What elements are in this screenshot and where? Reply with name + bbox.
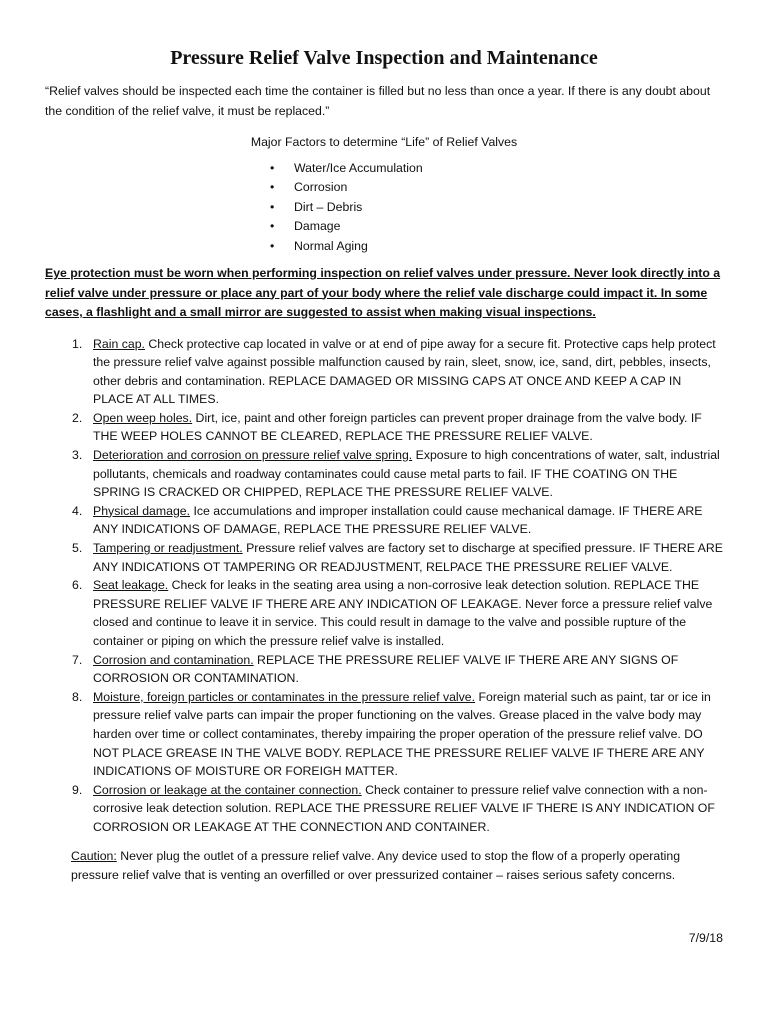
inspection-items-list: [45, 335, 723, 837]
inspection-item: [45, 409, 723, 446]
item-text: Ice accumulations and improper installation could cause mechanical damage. IF THERE ARE ANY INDICATIONS OF DAMAGE, REPLACE THE PRESSURE RELIEF VALVE.: [93, 503, 703, 537]
bullet-icon: •: [270, 219, 275, 233]
bullet-icon: •: [270, 238, 275, 253]
item-number: 7.: [72, 652, 83, 667]
document-date: 7/9/18: [688, 931, 723, 945]
inspection-item: [45, 539, 723, 576]
inspection-item: [45, 781, 723, 837]
item-number: 1.: [72, 336, 83, 351]
item-term: Rain cap.: [93, 336, 145, 351]
bullet-icon: •: [270, 160, 275, 175]
factor-item: [270, 178, 723, 198]
item-number: 5.: [72, 541, 83, 556]
factor-item: [270, 159, 723, 179]
eye-protection-warning: Eye protection must be worn when performing inspection on relief valves under pressure. Never look directly into a relief valve under pressure or place any part of your body where the relief vale discharge could impact it. In some cases, a flashlight and a small mirror are suggested to assist when making visual inspections.: [45, 266, 721, 319]
item-term: Corrosion and contamination.: [93, 652, 254, 667]
item-number: 8.: [72, 689, 83, 704]
factor-label: Normal Aging: [294, 238, 368, 253]
item-term: Tampering or readjustment.: [93, 541, 243, 556]
caution-note: [45, 847, 723, 886]
inspection-item: [45, 446, 723, 502]
bullet-icon: •: [270, 180, 275, 194]
item-text: Foreign material such as paint, tar or ice in pressure relief valve parts can impair the proper functioning on the valves. Grease placed in the valve body may harden over time or collect contaminates, thereby impairing the proper operation of the pressure relief valve. DO NOT PLACE GREASE IN THE VALVE BODY. REPLACE THE PRESSURE RELIEF VALVE IF THERE ARE ANY INDICATIONS OF MOISTURE OR FOREIGH MATTER.: [93, 689, 711, 779]
item-number: 4.: [72, 503, 83, 518]
item-text: Check for leaks in the seating area using a non-corrosive leak detection solution. REPLACE THE PRESSURE RELIEF VALVE IF THERE ARE ANY INDICATION OF LEAKAGE. Never force a pressure relief valve closed and continue to leave it in service. This could result in damage to the valve and possible rupture of the container or piping on which the pressure relief valve is installed.: [93, 578, 713, 648]
factor-item: [270, 237, 723, 257]
inspection-item: [45, 502, 723, 539]
factor-label: Damage: [294, 219, 341, 233]
page-title: Pressure Relief Valve Inspection and Maintenance: [170, 47, 598, 69]
item-term: Open weep holes.: [93, 410, 193, 425]
caution-text: Never plug the outlet of a pressure relief valve. Any device used to stop the flow of a properly operating pressure relief valve that is venting an overfilled or over pressurized container – raises serious safety concerns.: [71, 848, 681, 883]
item-text: Pressure relief valves are factory set to discharge at specified pressure. IF THERE ARE ANY INDICATIONS OT TAMPERING OR READJUSTMENT, RELPACE THE PRESSURE RELIEF VALVE.: [93, 541, 723, 574]
intro-quote: “Relief valves should be inspected each time the container is filled but no less than once a year. If there is any doubt about the condition of the relief valve, it must be replaced.”: [45, 84, 711, 118]
factor-item: [270, 198, 723, 218]
factors-heading: Major Factors to determine “Life” of Relief Valves: [250, 135, 518, 149]
item-term: Corrosion or leakage at the container connection.: [93, 782, 362, 797]
factor-label: Dirt – Debris: [294, 199, 363, 214]
item-text: Exposure to high concentrations of water, salt, industrial pollutants, chemicals and roadway contaminates could cause metal parts to fail. IF THE COATING ON THE SPRING IS CRACKED OR CHIPPED, REPLACE THE PRESSURE RELIEF VALVE.: [93, 448, 720, 500]
inspection-item: [45, 335, 723, 409]
item-term: Moisture, foreign particles or contaminates in the pressure relief valve.: [93, 689, 476, 704]
item-number: 3.: [72, 448, 83, 463]
inspection-item: [45, 576, 723, 650]
factor-label: Corrosion: [294, 180, 348, 194]
factor-label: Water/Ice Accumulation: [294, 160, 423, 175]
document-page: [45, 44, 723, 886]
factors-list: [45, 159, 723, 257]
item-text: Check protective cap located in valve or at end of pipe away for a secure fit. Protective caps help protect the pressure relief valve against possible malfunction caused by rain, sleet, snow, ice, sand, dirt, pebbles, insects, other debris and contamination. REPLACE DAMAGED OR MISSING CAPS AT ONCE AND KEEP A CAP IN PLACE AT ALL TIMES.: [93, 336, 716, 407]
item-text: REPLACE THE PRESSURE RELIEF VALVE IF THERE ARE ANY SIGNS OF CORROSION OR CONTAMINATION.: [93, 652, 679, 686]
inspection-item: [45, 688, 723, 781]
item-term: Physical damage.: [93, 503, 191, 518]
item-term: Seat leakage.: [93, 578, 169, 593]
caution-label: Caution:: [71, 848, 117, 863]
item-term: Deterioration and corrosion on pressure relief valve spring.: [93, 448, 413, 463]
item-text: Dirt, ice, paint and other foreign particles can prevent proper drainage from the valve body. IF THE WEEP HOLES CANNOT BE CLEARED, REPLACE THE PRESSURE RELIEF VALVE.: [93, 410, 702, 444]
item-number: 6.: [72, 578, 83, 593]
inspection-item: [45, 651, 723, 688]
item-number: 2.: [72, 410, 83, 425]
item-text: Check container to pressure relief valve connection with a non-corrosive leak detection solution. REPLACE THE PRESSURE RELIEF VALVE IF THERE IS ANY INDICATION OF CORROSION OR LEAKAGE AT THE CONNECTION AND CONTAINER.: [93, 782, 715, 834]
item-number: 9.: [72, 782, 83, 797]
bullet-icon: •: [270, 199, 275, 214]
factor-item: [270, 217, 723, 237]
